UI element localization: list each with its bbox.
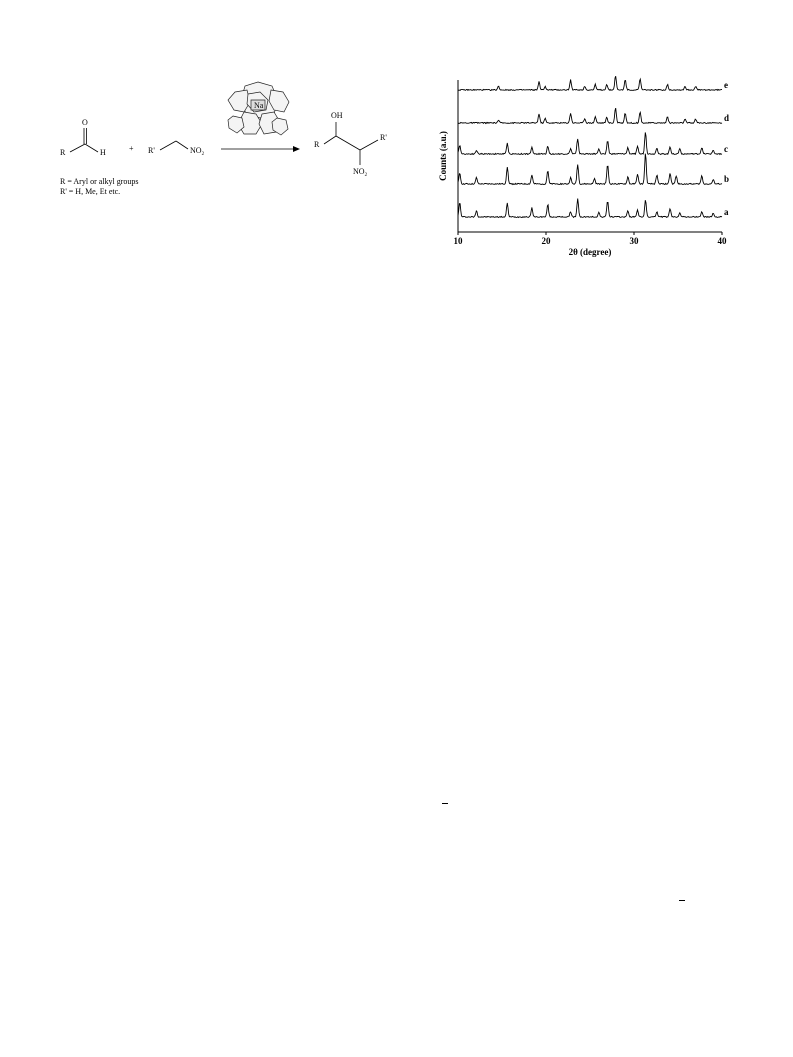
series-trace-c xyxy=(458,132,722,154)
rprime-definition: R' = H, Me, Et etc. xyxy=(60,187,121,196)
aldehyde-h-label: H xyxy=(100,148,106,157)
product-oh-label: OH xyxy=(331,111,343,120)
overbar-mark xyxy=(442,803,448,804)
series-label-e: e xyxy=(724,80,728,90)
aldehyde-o-label: O xyxy=(82,118,88,127)
catalyst-label: Na xyxy=(254,101,264,110)
arrow-head xyxy=(293,146,300,152)
series-trace-d xyxy=(458,108,722,123)
henry-reaction-scheme xyxy=(48,80,408,230)
xrd-pattern-chart xyxy=(434,70,734,260)
product-bond xyxy=(360,140,378,150)
product-no2-label: $NO_2$ xyxy=(353,167,368,178)
r-definition: R = Aryl or alkyl groups xyxy=(60,177,139,186)
x-tick-label: 20 xyxy=(541,236,551,246)
series-trace-b xyxy=(458,154,722,185)
nitro-rprime-label: R' xyxy=(148,146,155,155)
nitroalkane-bond xyxy=(160,141,176,150)
series-label-a: a xyxy=(724,207,729,217)
x-tick-label: 40 xyxy=(717,236,727,246)
aldehyde-bond xyxy=(70,144,85,152)
series-label-d: d xyxy=(724,113,730,123)
product-r-label: R xyxy=(314,140,320,149)
product-bond xyxy=(336,136,360,150)
overbar-mark xyxy=(679,900,685,901)
product-bond xyxy=(324,136,336,144)
chart-series-group xyxy=(458,76,722,217)
series-trace-e xyxy=(458,76,722,90)
series-label-b: b xyxy=(724,174,730,184)
x-tick-label: 30 xyxy=(629,236,639,246)
series-trace-a xyxy=(458,199,722,218)
y-axis-label: Counts (a.u.) xyxy=(438,131,448,181)
chart-labels-group xyxy=(724,80,729,217)
chart-axes xyxy=(438,80,730,257)
plus-sign: + xyxy=(129,144,134,153)
x-axis-label: 2θ (degree) xyxy=(568,247,612,257)
nitro-group-label: $NO_2$ xyxy=(190,146,205,157)
x-tick-label: 10 xyxy=(453,236,463,246)
nitroalkane-bond xyxy=(176,141,188,149)
aldehyde-r-label: R xyxy=(60,148,66,157)
series-label-c: c xyxy=(724,144,728,154)
aldehyde-bond xyxy=(85,144,98,152)
product-rprime-label: R' xyxy=(380,133,387,142)
